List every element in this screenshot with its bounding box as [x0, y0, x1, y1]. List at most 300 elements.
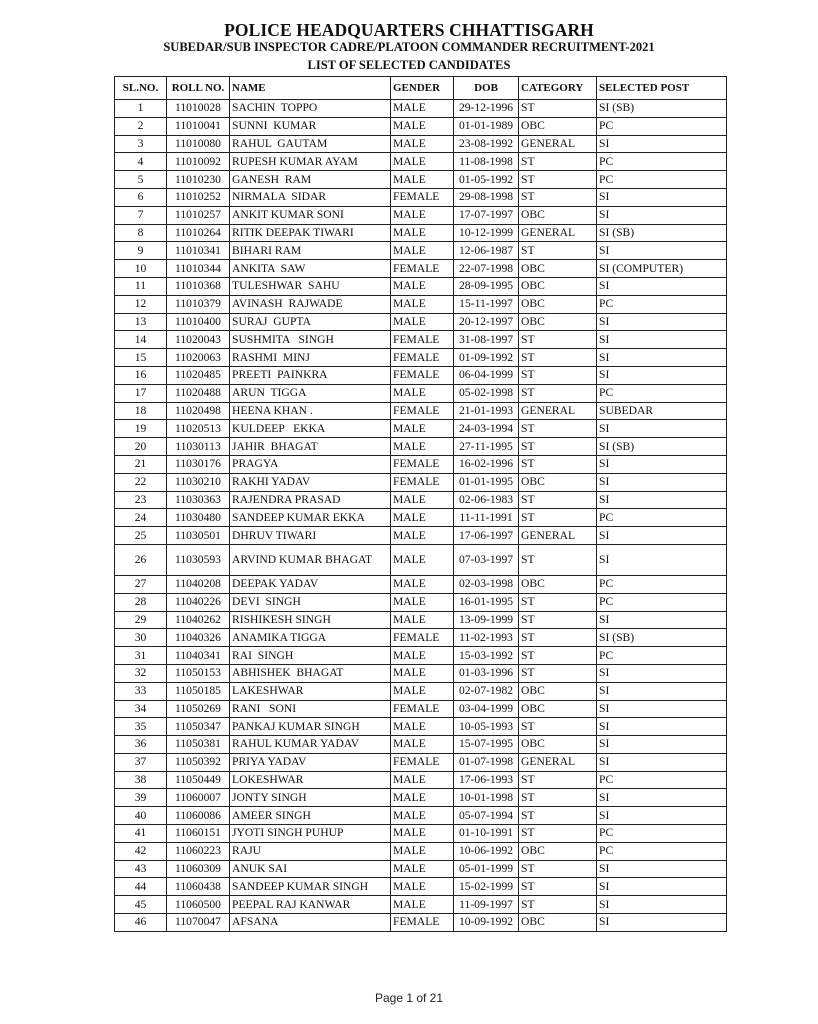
gender-cell: MALE — [391, 100, 454, 118]
table-row — [115, 509, 727, 527]
category-cell: ST — [519, 242, 597, 260]
table-row — [115, 544, 727, 575]
sl-no-cell: 24 — [115, 509, 167, 527]
selected-post-cell: SI — [597, 544, 727, 575]
table-row — [115, 224, 727, 242]
category-cell: ST — [519, 807, 597, 825]
table-row — [115, 629, 727, 647]
dob-cell: 17-07-1997 — [454, 206, 519, 224]
table-row — [115, 611, 727, 629]
table-row — [115, 842, 727, 860]
gender-cell: FEMALE — [391, 331, 454, 349]
dob-cell: 27-11-1995 — [454, 438, 519, 456]
roll-no-cell: 11010230 — [167, 171, 230, 189]
table-row — [115, 753, 727, 771]
selected-post-cell: SI — [597, 700, 727, 718]
table-body — [115, 100, 727, 932]
name-cell: ABHISHEK BHAGAT — [230, 664, 391, 682]
table-row — [115, 153, 727, 171]
selected-post-cell: PC — [597, 384, 727, 402]
category-cell: ST — [519, 509, 597, 527]
name-cell: BIHARI RAM — [230, 242, 391, 260]
selected-post-cell: PC — [597, 842, 727, 860]
column-header-name: NAME — [230, 77, 391, 100]
table-row — [115, 295, 727, 313]
name-cell: RUPESH KUMAR AYAM — [230, 153, 391, 171]
selected-post-cell: SI — [597, 789, 727, 807]
table-row — [115, 718, 727, 736]
name-cell: ANKITA SAW — [230, 260, 391, 278]
sl-no-cell: 14 — [115, 331, 167, 349]
name-cell: LOKESHWAR — [230, 771, 391, 789]
sl-no-cell: 12 — [115, 295, 167, 313]
name-cell: JYOTI SINGH PUHUP — [230, 825, 391, 843]
category-cell: OBC — [519, 117, 597, 135]
name-cell: AVINASH RAJWADE — [230, 295, 391, 313]
roll-no-cell: 11050449 — [167, 771, 230, 789]
name-cell: SANDEEP KUMAR EKKA — [230, 509, 391, 527]
gender-cell: MALE — [391, 171, 454, 189]
table-row — [115, 260, 727, 278]
selected-post-cell: PC — [597, 771, 727, 789]
selected-candidates-table — [114, 76, 727, 932]
sl-no-cell: 13 — [115, 313, 167, 331]
table-row — [115, 860, 727, 878]
sl-no-cell: 30 — [115, 629, 167, 647]
name-cell: RITIK DEEPAK TIWARI — [230, 224, 391, 242]
gender-cell: MALE — [391, 295, 454, 313]
dob-cell: 02-03-1998 — [454, 575, 519, 593]
sl-no-cell: 27 — [115, 575, 167, 593]
category-cell: OBC — [519, 277, 597, 295]
sl-no-cell: 45 — [115, 896, 167, 914]
dob-cell: 01-01-1995 — [454, 473, 519, 491]
category-cell: ST — [519, 664, 597, 682]
gender-cell: MALE — [391, 664, 454, 682]
category-cell: OBC — [519, 473, 597, 491]
name-cell: RAHUL KUMAR YADAV — [230, 736, 391, 754]
selected-post-cell: PC — [597, 593, 727, 611]
name-cell: RANI SONI — [230, 700, 391, 718]
sl-no-cell: 32 — [115, 664, 167, 682]
dob-cell: 31-08-1997 — [454, 331, 519, 349]
table-row — [115, 384, 727, 402]
roll-no-cell: 11060151 — [167, 825, 230, 843]
dob-cell: 11-02-1993 — [454, 629, 519, 647]
dob-cell: 02-07-1982 — [454, 682, 519, 700]
sl-no-cell: 40 — [115, 807, 167, 825]
roll-no-cell: 11010368 — [167, 277, 230, 295]
table-row — [115, 789, 727, 807]
gender-cell: MALE — [391, 825, 454, 843]
table-row — [115, 682, 727, 700]
sl-no-cell: 26 — [115, 544, 167, 575]
selected-post-cell: SI — [597, 188, 727, 206]
dob-cell: 21-01-1993 — [454, 402, 519, 420]
roll-no-cell: 11060438 — [167, 878, 230, 896]
roll-no-cell: 11030176 — [167, 455, 230, 473]
name-cell: DEVI SINGH — [230, 593, 391, 611]
table-row — [115, 171, 727, 189]
category-cell: ST — [519, 611, 597, 629]
table-row — [115, 914, 727, 932]
sl-no-cell: 22 — [115, 473, 167, 491]
name-cell: ARUN TIGGA — [230, 384, 391, 402]
sl-no-cell: 6 — [115, 188, 167, 206]
dob-cell: 23-08-1992 — [454, 135, 519, 153]
dob-cell: 29-08-1998 — [454, 188, 519, 206]
page-title: POLICE HEADQUARTERS CHHATTISGARH — [224, 20, 594, 40]
category-cell: ST — [519, 593, 597, 611]
gender-cell: MALE — [391, 682, 454, 700]
sl-no-cell: 5 — [115, 171, 167, 189]
dob-cell: 15-03-1992 — [454, 647, 519, 665]
sl-no-cell: 16 — [115, 366, 167, 384]
selected-post-cell: SI (SB) — [597, 224, 727, 242]
dob-cell: 17-06-1997 — [454, 527, 519, 545]
selected-post-cell: SI — [597, 313, 727, 331]
dob-cell: 01-09-1992 — [454, 349, 519, 367]
dob-cell: 13-09-1999 — [454, 611, 519, 629]
page-number: Page 1 of 21 — [374, 991, 444, 1005]
roll-no-cell: 11010041 — [167, 117, 230, 135]
dob-cell: 10-12-1999 — [454, 224, 519, 242]
table-row — [115, 420, 727, 438]
column-header-roll-no: ROLL NO. — [167, 77, 230, 100]
selected-post-cell: SI — [597, 366, 727, 384]
roll-no-cell: 11040262 — [167, 611, 230, 629]
category-cell: ST — [519, 171, 597, 189]
roll-no-cell: 11060223 — [167, 842, 230, 860]
table-row — [115, 825, 727, 843]
dob-cell: 01-05-1992 — [454, 171, 519, 189]
table-header-row — [115, 77, 727, 100]
table-row — [115, 807, 727, 825]
dob-cell: 28-09-1995 — [454, 277, 519, 295]
name-cell: TULESHWAR SAHU — [230, 277, 391, 295]
sl-no-cell: 23 — [115, 491, 167, 509]
roll-no-cell: 11020485 — [167, 366, 230, 384]
category-cell: OBC — [519, 736, 597, 754]
gender-cell: MALE — [391, 384, 454, 402]
name-cell: JAHIR BHAGAT — [230, 438, 391, 456]
category-cell: ST — [519, 896, 597, 914]
table-row — [115, 206, 727, 224]
name-cell: RASHMI MINJ — [230, 349, 391, 367]
name-cell: PANKAJ KUMAR SINGH — [230, 718, 391, 736]
roll-no-cell: 11020043 — [167, 331, 230, 349]
dob-cell: 15-02-1999 — [454, 878, 519, 896]
selected-post-cell: SI — [597, 331, 727, 349]
sl-no-cell: 11 — [115, 277, 167, 295]
selected-post-cell: PC — [597, 647, 727, 665]
selected-post-cell: SI — [597, 896, 727, 914]
roll-no-cell: 11010341 — [167, 242, 230, 260]
gender-cell: MALE — [391, 277, 454, 295]
sl-no-cell: 7 — [115, 206, 167, 224]
roll-no-cell: 11030501 — [167, 527, 230, 545]
gender-cell: MALE — [391, 807, 454, 825]
category-cell: ST — [519, 878, 597, 896]
column-header-dob: DOB — [454, 77, 519, 100]
roll-no-cell: 11010379 — [167, 295, 230, 313]
sl-no-cell: 8 — [115, 224, 167, 242]
gender-cell: MALE — [391, 544, 454, 575]
gender-cell: MALE — [391, 878, 454, 896]
dob-cell: 10-06-1992 — [454, 842, 519, 860]
roll-no-cell: 11030210 — [167, 473, 230, 491]
selected-post-cell: SI (SB) — [597, 629, 727, 647]
category-cell: ST — [519, 629, 597, 647]
dob-cell: 10-09-1992 — [454, 914, 519, 932]
roll-no-cell: 11010257 — [167, 206, 230, 224]
sl-no-cell: 31 — [115, 647, 167, 665]
category-cell: OBC — [519, 295, 597, 313]
gender-cell: FEMALE — [391, 188, 454, 206]
roll-no-cell: 11030593 — [167, 544, 230, 575]
sl-no-cell: 21 — [115, 455, 167, 473]
selected-post-cell: SI (SB) — [597, 100, 727, 118]
dob-cell: 12-06-1987 — [454, 242, 519, 260]
roll-no-cell: 11010080 — [167, 135, 230, 153]
table-row — [115, 700, 727, 718]
category-cell: ST — [519, 544, 597, 575]
dob-cell: 15-11-1997 — [454, 295, 519, 313]
roll-no-cell: 11010264 — [167, 224, 230, 242]
sl-no-cell: 1 — [115, 100, 167, 118]
dob-cell: 01-01-1989 — [454, 117, 519, 135]
category-cell: GENERAL — [519, 402, 597, 420]
table-row — [115, 736, 727, 754]
gender-cell: MALE — [391, 842, 454, 860]
sl-no-cell: 38 — [115, 771, 167, 789]
sl-no-cell: 37 — [115, 753, 167, 771]
gender-cell: MALE — [391, 509, 454, 527]
dob-cell: 10-01-1998 — [454, 789, 519, 807]
name-cell: RAHUL GAUTAM — [230, 135, 391, 153]
selected-post-cell: SI — [597, 664, 727, 682]
dob-cell: 16-02-1996 — [454, 455, 519, 473]
roll-no-cell: 11060086 — [167, 807, 230, 825]
table-row — [115, 349, 727, 367]
selected-post-cell: PC — [597, 153, 727, 171]
dob-cell: 01-03-1996 — [454, 664, 519, 682]
gender-cell: MALE — [391, 491, 454, 509]
category-cell: GENERAL — [519, 224, 597, 242]
category-cell: ST — [519, 789, 597, 807]
sl-no-cell: 39 — [115, 789, 167, 807]
table-row — [115, 491, 727, 509]
roll-no-cell: 11030480 — [167, 509, 230, 527]
dob-cell: 01-10-1991 — [454, 825, 519, 843]
gender-cell: MALE — [391, 611, 454, 629]
roll-no-cell: 11060500 — [167, 896, 230, 914]
table-row — [115, 664, 727, 682]
category-cell: GENERAL — [519, 135, 597, 153]
selected-post-cell: SI — [597, 527, 727, 545]
sl-no-cell: 4 — [115, 153, 167, 171]
selected-post-cell: SI — [597, 206, 727, 224]
selected-post-cell: SI — [597, 242, 727, 260]
name-cell: ANAMIKA TIGGA — [230, 629, 391, 647]
gender-cell: FEMALE — [391, 366, 454, 384]
gender-cell: FEMALE — [391, 473, 454, 491]
dob-cell: 05-01-1999 — [454, 860, 519, 878]
sl-no-cell: 41 — [115, 825, 167, 843]
name-cell: ANKIT KUMAR SONI — [230, 206, 391, 224]
table-row — [115, 117, 727, 135]
roll-no-cell: 11020498 — [167, 402, 230, 420]
dob-cell: 11-08-1998 — [454, 153, 519, 171]
category-cell: ST — [519, 349, 597, 367]
selected-post-cell: SI — [597, 718, 727, 736]
table-row — [115, 438, 727, 456]
sl-no-cell: 19 — [115, 420, 167, 438]
category-cell: ST — [519, 188, 597, 206]
roll-no-cell: 11020488 — [167, 384, 230, 402]
sl-no-cell: 35 — [115, 718, 167, 736]
table-row — [115, 575, 727, 593]
dob-cell: 29-12-1996 — [454, 100, 519, 118]
dob-cell: 20-12-1997 — [454, 313, 519, 331]
sl-no-cell: 29 — [115, 611, 167, 629]
table-row — [115, 473, 727, 491]
table-row — [115, 593, 727, 611]
roll-no-cell: 11040226 — [167, 593, 230, 611]
name-cell: AMEER SINGH — [230, 807, 391, 825]
selected-post-cell: SI — [597, 491, 727, 509]
name-cell: SURAJ GUPTA — [230, 313, 391, 331]
category-cell: ST — [519, 100, 597, 118]
gender-cell: FEMALE — [391, 455, 454, 473]
sl-no-cell: 20 — [115, 438, 167, 456]
gender-cell: FEMALE — [391, 349, 454, 367]
dob-cell: 01-07-1998 — [454, 753, 519, 771]
selected-post-cell: PC — [597, 117, 727, 135]
name-cell: DEEPAK YADAV — [230, 575, 391, 593]
name-cell: DHRUV TIWARI — [230, 527, 391, 545]
category-cell: ST — [519, 860, 597, 878]
category-cell: ST — [519, 647, 597, 665]
name-cell: GANESH RAM — [230, 171, 391, 189]
gender-cell: MALE — [391, 224, 454, 242]
sl-no-cell: 9 — [115, 242, 167, 260]
table-row — [115, 527, 727, 545]
name-cell: ANUK SAI — [230, 860, 391, 878]
column-header-selected-post: SELECTED POST — [597, 77, 727, 100]
gender-cell: FEMALE — [391, 402, 454, 420]
name-cell: KULDEEP EKKA — [230, 420, 391, 438]
roll-no-cell: 11040208 — [167, 575, 230, 593]
sl-no-cell: 10 — [115, 260, 167, 278]
gender-cell: MALE — [391, 117, 454, 135]
roll-no-cell: 11030113 — [167, 438, 230, 456]
name-cell: PREETI PAINKRA — [230, 366, 391, 384]
roll-no-cell: 11010028 — [167, 100, 230, 118]
selected-post-cell: SI — [597, 135, 727, 153]
table-row — [115, 455, 727, 473]
selected-post-cell: SI — [597, 277, 727, 295]
gender-cell: MALE — [391, 718, 454, 736]
dob-cell: 17-06-1993 — [454, 771, 519, 789]
name-cell: RISHIKESH SINGH — [230, 611, 391, 629]
roll-no-cell: 11050153 — [167, 664, 230, 682]
sl-no-cell: 42 — [115, 842, 167, 860]
dob-cell: 05-02-1998 — [454, 384, 519, 402]
dob-cell: 11-11-1991 — [454, 509, 519, 527]
category-cell: ST — [519, 384, 597, 402]
sl-no-cell: 28 — [115, 593, 167, 611]
sl-no-cell: 18 — [115, 402, 167, 420]
selected-post-cell: PC — [597, 509, 727, 527]
gender-cell: MALE — [391, 647, 454, 665]
dob-cell: 02-06-1983 — [454, 491, 519, 509]
table-row — [115, 366, 727, 384]
category-cell: GENERAL — [519, 753, 597, 771]
name-cell: PEEPAL RAJ KANWAR — [230, 896, 391, 914]
sl-no-cell: 15 — [115, 349, 167, 367]
table-row — [115, 331, 727, 349]
column-header-gender: GENDER — [391, 77, 454, 100]
gender-cell: FEMALE — [391, 753, 454, 771]
gender-cell: MALE — [391, 438, 454, 456]
dob-cell: 03-04-1999 — [454, 700, 519, 718]
gender-cell: MALE — [391, 206, 454, 224]
selected-post-cell: SUBEDAR — [597, 402, 727, 420]
table-row — [115, 896, 727, 914]
roll-no-cell: 11020513 — [167, 420, 230, 438]
category-cell: OBC — [519, 914, 597, 932]
selected-post-cell: SI — [597, 611, 727, 629]
category-cell: ST — [519, 153, 597, 171]
selected-post-cell: SI — [597, 349, 727, 367]
roll-no-cell: 11010092 — [167, 153, 230, 171]
gender-cell: MALE — [391, 771, 454, 789]
selected-post-cell: PC — [597, 575, 727, 593]
gender-cell: MALE — [391, 736, 454, 754]
sl-no-cell: 46 — [115, 914, 167, 932]
table-row — [115, 242, 727, 260]
name-cell: NIRMALA SIDAR — [230, 188, 391, 206]
name-cell: SANDEEP KUMAR SINGH — [230, 878, 391, 896]
selected-post-cell: SI — [597, 860, 727, 878]
selected-post-cell: SI — [597, 736, 727, 754]
gender-cell: MALE — [391, 575, 454, 593]
table-row — [115, 277, 727, 295]
selected-post-cell: SI (SB) — [597, 438, 727, 456]
sl-no-cell: 2 — [115, 117, 167, 135]
roll-no-cell: 11040326 — [167, 629, 230, 647]
gender-cell: MALE — [391, 153, 454, 171]
sl-no-cell: 3 — [115, 135, 167, 153]
gender-cell: FEMALE — [391, 260, 454, 278]
category-cell: ST — [519, 825, 597, 843]
category-cell: OBC — [519, 260, 597, 278]
selected-post-cell: SI — [597, 753, 727, 771]
gender-cell: FEMALE — [391, 914, 454, 932]
category-cell: ST — [519, 331, 597, 349]
name-cell: ARVIND KUMAR BHAGAT — [230, 544, 391, 575]
name-cell: PRIYA YADAV — [230, 753, 391, 771]
dob-cell: 22-07-1998 — [454, 260, 519, 278]
name-cell: RAKHI YADAV — [230, 473, 391, 491]
category-cell: ST — [519, 438, 597, 456]
table-row — [115, 313, 727, 331]
roll-no-cell: 11060309 — [167, 860, 230, 878]
dob-cell: 15-07-1995 — [454, 736, 519, 754]
gender-cell: MALE — [391, 135, 454, 153]
table-row — [115, 771, 727, 789]
